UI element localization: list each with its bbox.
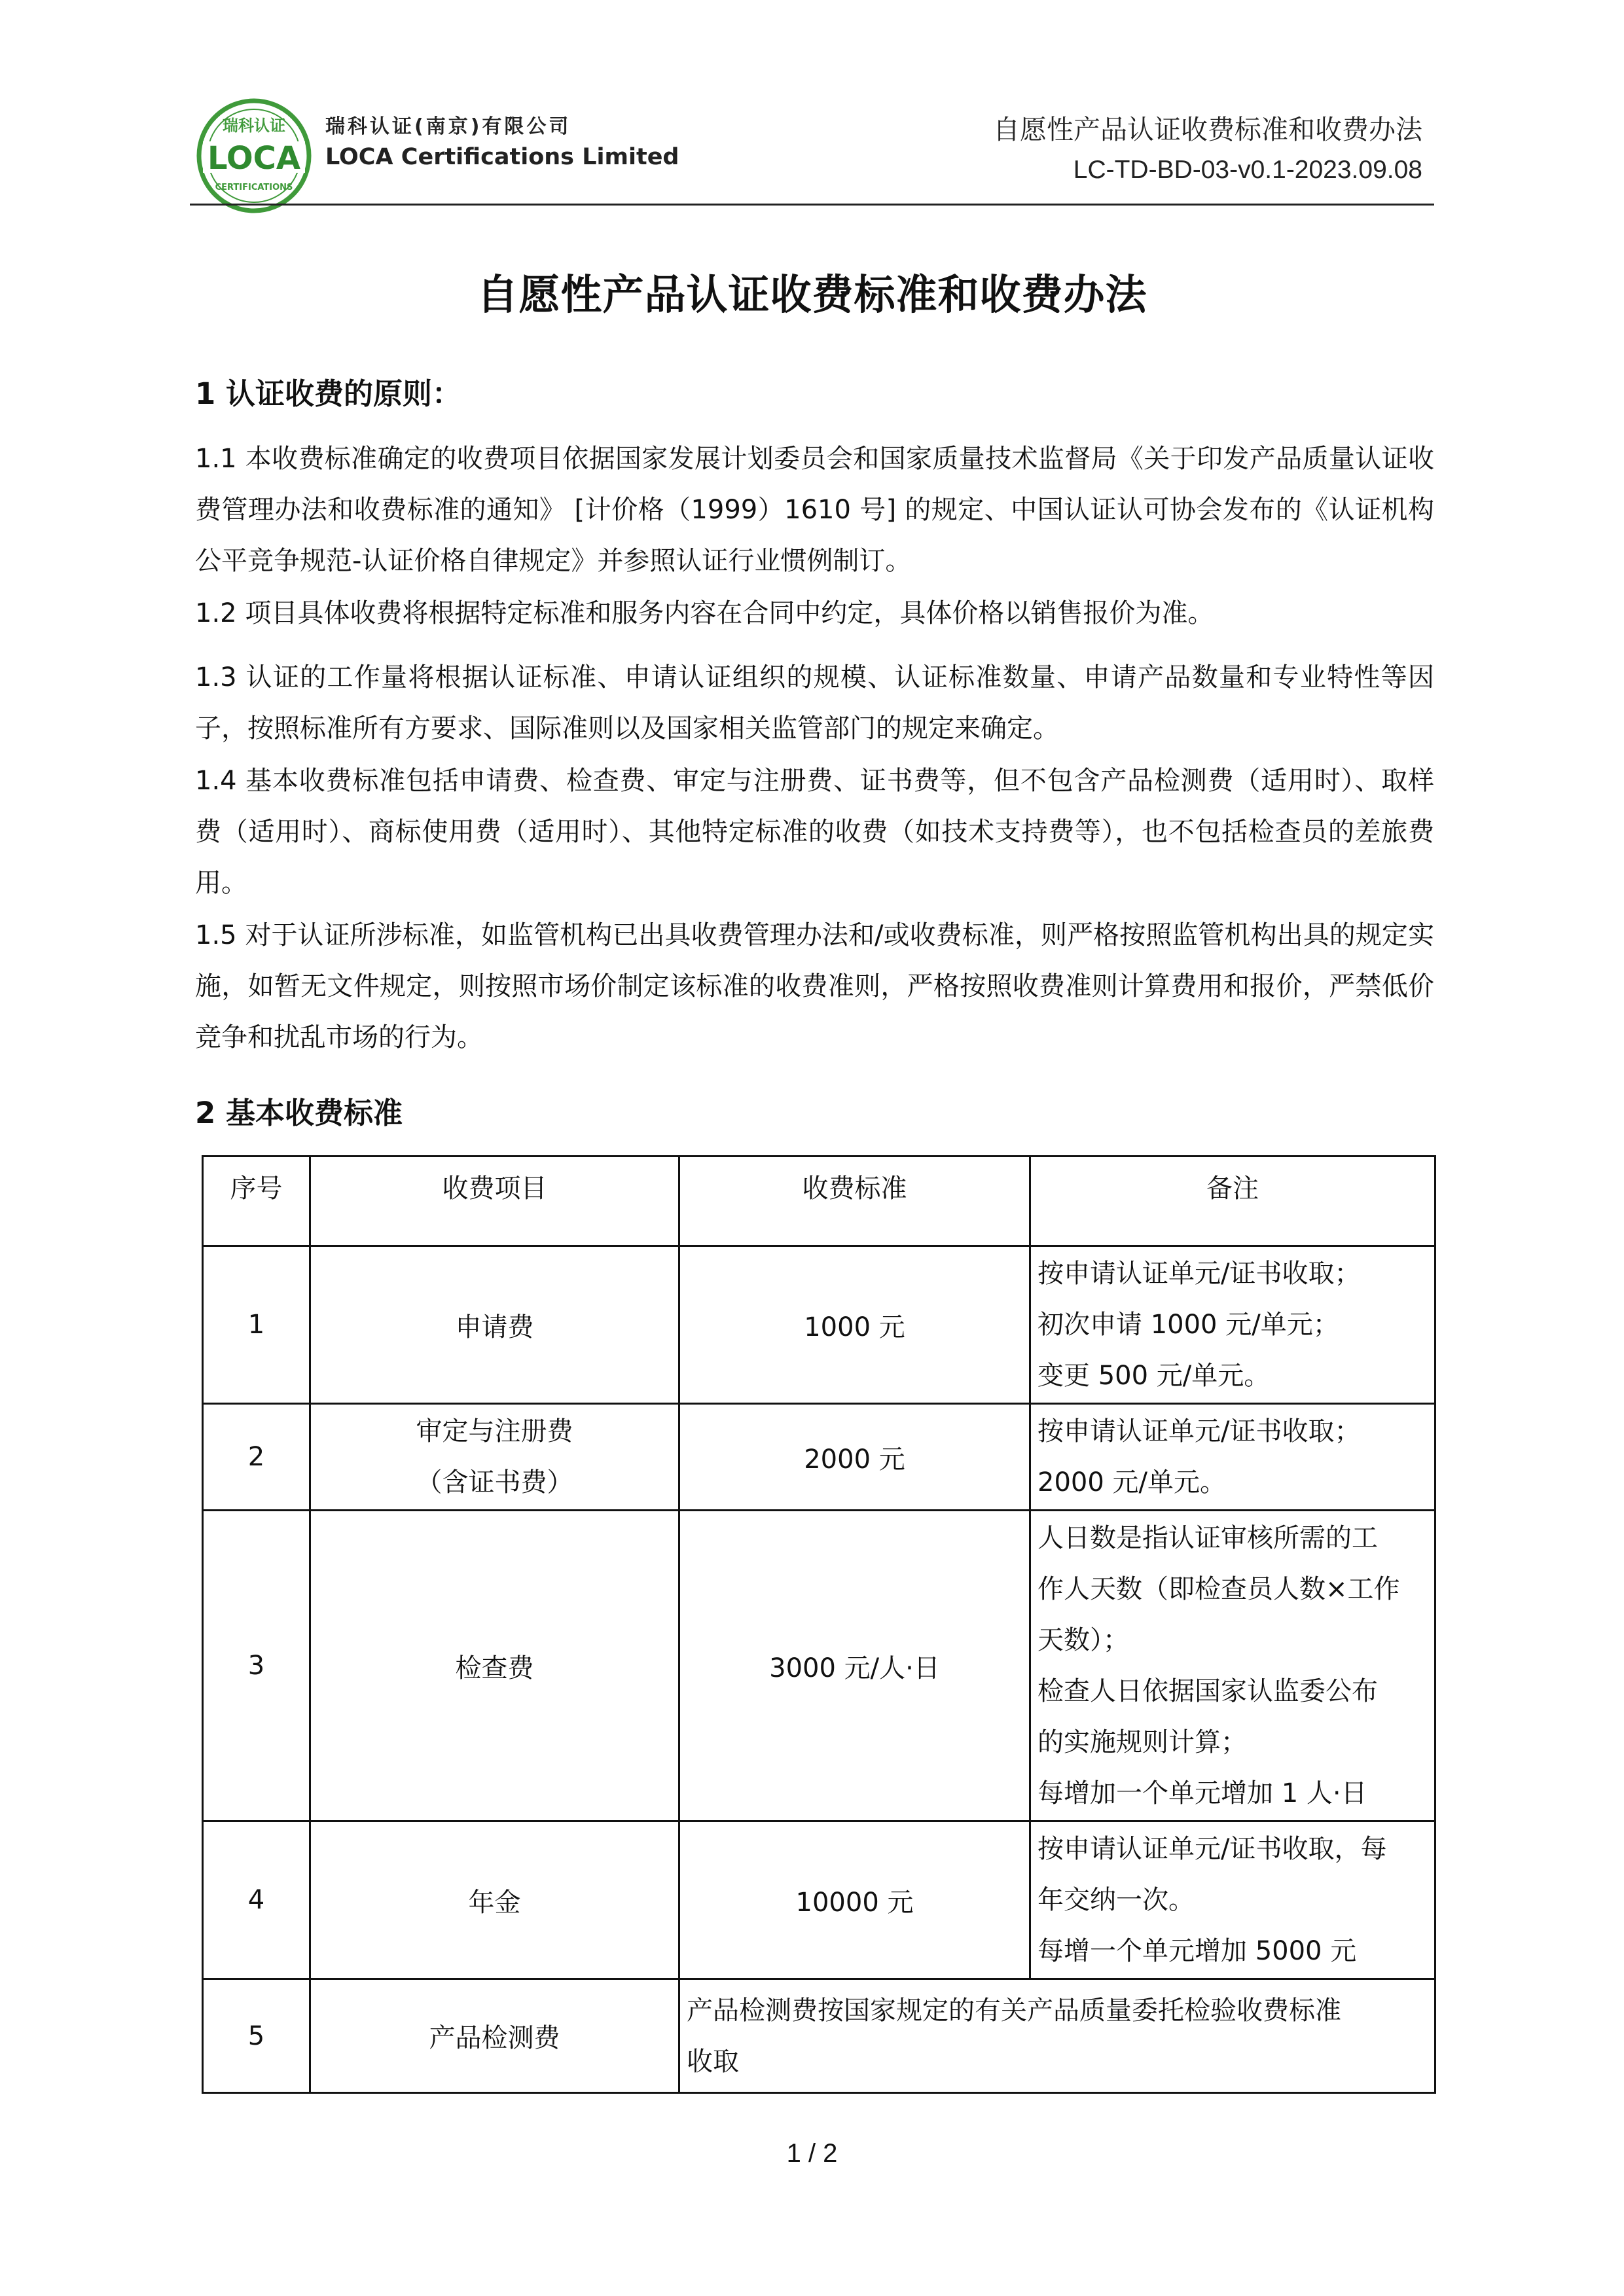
note-line: 人日数是指认证审核所需的工 [1038, 1523, 1378, 1553]
note-line: 变更 500 元/单元。 [1038, 1361, 1271, 1391]
table-row [203, 1511, 1435, 1821]
note-line: 按申请认证单元/证书收取； [1038, 1259, 1361, 1289]
column-header: 收费标准 [679, 1157, 1030, 1246]
note-line: 检查人日依据国家认监委公布 [1038, 1676, 1378, 1706]
column-header: 收费项目 [310, 1157, 679, 1246]
note-line: 每增一个单元增加 5000 元 [1038, 1936, 1357, 1966]
paragraph-1-1: 1.1 本收费标准确定的收费项目依据国家发展计划委员会和国家质量技术监督局《关于印发产品质量认证收费管理办法和收费标准的通知》 [计价格（1999）1610 号] 的规定、中国认证认可协会发布的《认证机构公平竞争规范-认证价格自律规定》并参照认证行业惯例制订。 [195, 444, 1434, 576]
header-doc-code: LC-TD-BD-03-v0.1-2023.09.08 [1073, 156, 1422, 184]
company-logo [195, 97, 313, 215]
header-doc-title: 自愿性产品认证收费标准和收费办法 [993, 115, 1422, 145]
note-line: 年交纳一次。 [1038, 1885, 1195, 1915]
fee-item: 年金 [310, 1821, 679, 1979]
table-header-row [203, 1157, 1435, 1246]
logo-mark: LOCA [207, 140, 301, 177]
company-name-block [325, 110, 679, 170]
column-header: 序号 [203, 1157, 310, 1246]
logo-ring-text: CERTIFICATIONS [215, 183, 293, 192]
paragraph-1-2: 1.2 项目具体收费将根据特定标准和服务内容在合同中约定，具体价格以销售报价为准。 [195, 598, 1214, 628]
note-line: 每增加一个单元增加 1 人·日 [1038, 1778, 1367, 1808]
fee-table [202, 1155, 1436, 2094]
fee-item: 检查费 [310, 1511, 679, 1821]
column-header: 备注 [1030, 1157, 1435, 1246]
note-line: 天数）； [1038, 1625, 1129, 1655]
fee-standard: 2000 元 [679, 1404, 1030, 1511]
paragraph-1-4: 1.4 基本收费标准包括申请费、检查费、审定与注册费、证书费等，但不包含产品检测费（适用时）、取样费（适用时）、商标使用费（适用时）、其他特定标准的收费（如技术支持费等），也不包括检查员的差旅费用。 [195, 766, 1434, 898]
fee-notes [1030, 1821, 1435, 1979]
row-number: 2 [203, 1404, 310, 1511]
note-line: 2000 元/单元。 [1038, 1467, 1226, 1498]
fee-item [310, 1404, 679, 1511]
fee-notes [1030, 1246, 1435, 1404]
fee-notes [1030, 1511, 1435, 1821]
company-name-en: LOCA Certifications Limited [325, 144, 679, 170]
paragraph-1-3: 1.3 认证的工作量将根据认证标准、申请认证组织的规模、认证标准数量、申请产品数量和专业特性等因子，按照标准所有方要求、国际准则以及国家相关监管部门的规定来确定。 [195, 662, 1434, 744]
fee-notes [1030, 1404, 1435, 1511]
merged-fee-note [679, 1979, 1435, 2093]
fee-item-line: （含证书费） [416, 1467, 573, 1498]
document-title: 自愿性产品认证收费标准和收费办法 [477, 271, 1147, 319]
page-number: 1 / 2 [786, 2139, 838, 2168]
fee-item: 产品检测费 [310, 1979, 679, 2093]
fee-standard: 1000 元 [679, 1246, 1030, 1404]
fee-standard: 3000 元/人·日 [679, 1511, 1030, 1821]
note-line: 产品检测费按国家规定的有关产品质量委托检验收费标准 [687, 1995, 1341, 2026]
section-2-heading: 2 基本收费标准 [195, 1096, 403, 1130]
note-line: 的实施规则计算； [1038, 1727, 1247, 1757]
table-row [203, 1821, 1435, 1979]
logo-arc-text: 瑞科认证 [223, 117, 285, 135]
header-divider [190, 204, 1434, 206]
note-line: 作人天数（即检查员人数×工作 [1038, 1574, 1400, 1604]
fee-item-line: 审定与注册费 [416, 1416, 573, 1446]
note-line: 按申请认证单元/证书收取，每 [1038, 1834, 1387, 1864]
note-line: 收取 [687, 2046, 739, 2077]
row-number: 5 [203, 1979, 310, 2093]
fee-standard: 10000 元 [679, 1821, 1030, 1979]
row-number: 3 [203, 1511, 310, 1821]
row-number: 4 [203, 1821, 310, 1979]
row-number: 1 [203, 1246, 310, 1404]
table-row [203, 1979, 1435, 2093]
header-doc-info [993, 108, 1422, 185]
table-row [203, 1246, 1435, 1404]
note-line: 按申请认证单元/证书收取； [1038, 1416, 1361, 1446]
company-name-cn: 瑞科认证(南京)有限公司 [325, 115, 571, 138]
section-1-heading: 1 认证收费的原则： [195, 376, 461, 411]
table-row [203, 1404, 1435, 1511]
fee-item: 申请费 [310, 1246, 679, 1404]
note-line: 初次申请 1000 元/单元； [1038, 1310, 1339, 1340]
loca-seal-icon [195, 97, 313, 215]
paragraph-1-5: 1.5 对于认证所涉标准，如监管机构已出具收费管理办法和/或收费标准，则严格按照监管机构出具的规定实施，如暂无文件规定，则按照市场价制定该标准的收费准则，严格按照收费准则计算费用和报价，严禁低价竞争和扰乱市场的行为。 [195, 920, 1434, 1052]
